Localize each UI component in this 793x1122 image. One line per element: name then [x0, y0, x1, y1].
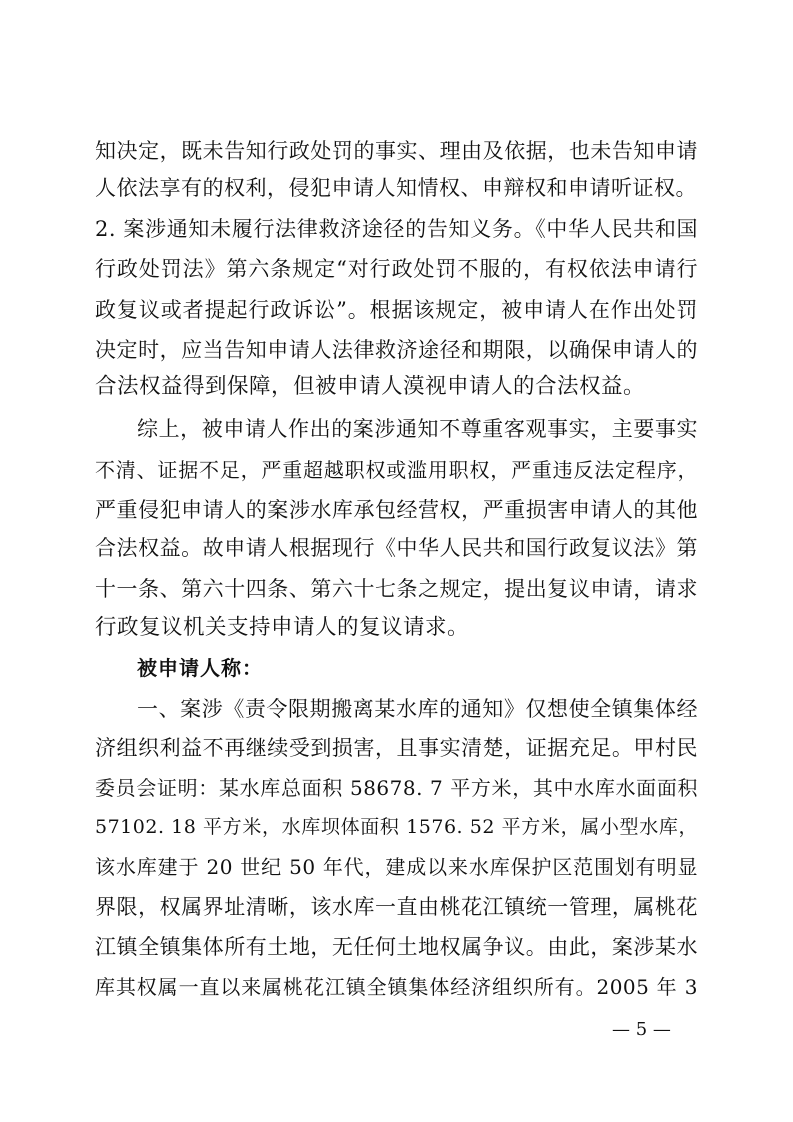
text-line: 库其权属一直以来属桃花江镇全镇集体经济组织所有。2005 年 3 [95, 975, 698, 999]
text-line: 决定时，应当告知申请人法律救济途径和期限，以确保申请人的 [95, 338, 698, 362]
text-line: 知决定，既未告知行政处罚的事实、理由及依据，也未告知申请 [95, 139, 698, 163]
text-line: 行政复议机关支持申请人的复议请求。 [95, 615, 470, 640]
section-heading: 被申请人称： [137, 656, 263, 680]
text-line: 界限，权属界址清晰，该水库一直由桃花江镇统一管理，属桃花 [95, 895, 698, 919]
text-line: 合法权益得到保障，但被申请人漠视申请人的合法权益。 [95, 374, 646, 399]
text-line: 综上，被申请人作出的案涉通知不尊重客观事实，主要事实 [137, 417, 698, 441]
text-line: 人依法享有的权利，侵犯申请人知情权、申辩权和申请听证权。 [95, 176, 697, 200]
text-line: 行政处罚法》第六条规定“对行政处罚不服的，有权依法申请行 [95, 257, 698, 281]
text-line: 政复议或者提起行政诉讼”。根据该规定，被申请人在作出处罚 [95, 298, 698, 322]
text-line: 委员会证明：某水库总面积 58678. 7 平方米，其中水库水面面积 [95, 776, 698, 800]
text-line: 不清、证据不足，严重超越职权或滥用职权，严重违反法定程序， [95, 458, 698, 482]
text-line: 57102. 18 平方米，水库坝体面积 1576. 52 平方米，属小型水库， [95, 816, 698, 838]
text-line: 十一条、第六十四条、第六十七条之规定，提出复议申请，请求 [95, 577, 698, 601]
text-line: 该水库建于 20 世纪 50 年代，建成以来水库保护区范围划有明显 [95, 855, 698, 879]
text-line: 江镇全镇集体所有土地，无任何土地权属争议。由此，案涉某水 [95, 935, 698, 959]
text-line: 济组织利益不再继续受到损害，且事实清楚，证据充足。甲村民 [95, 736, 698, 760]
text-line: 严重侵犯申请人的案涉水库承包经营权，严重损害申请人的其他 [95, 498, 698, 522]
text-line: 一、案涉《责令限期搬离某水库的通知》仅想使全镇集体经 [137, 697, 698, 721]
text-line: 合法权益。故申请人根据现行《中华人民共和国行政复议法》第 [95, 536, 698, 560]
text-line: 2. 案涉通知未履行法律救济途径的告知义务。《中华人民共和国 [95, 217, 698, 241]
page-number: — 5 — [612, 1019, 671, 1040]
